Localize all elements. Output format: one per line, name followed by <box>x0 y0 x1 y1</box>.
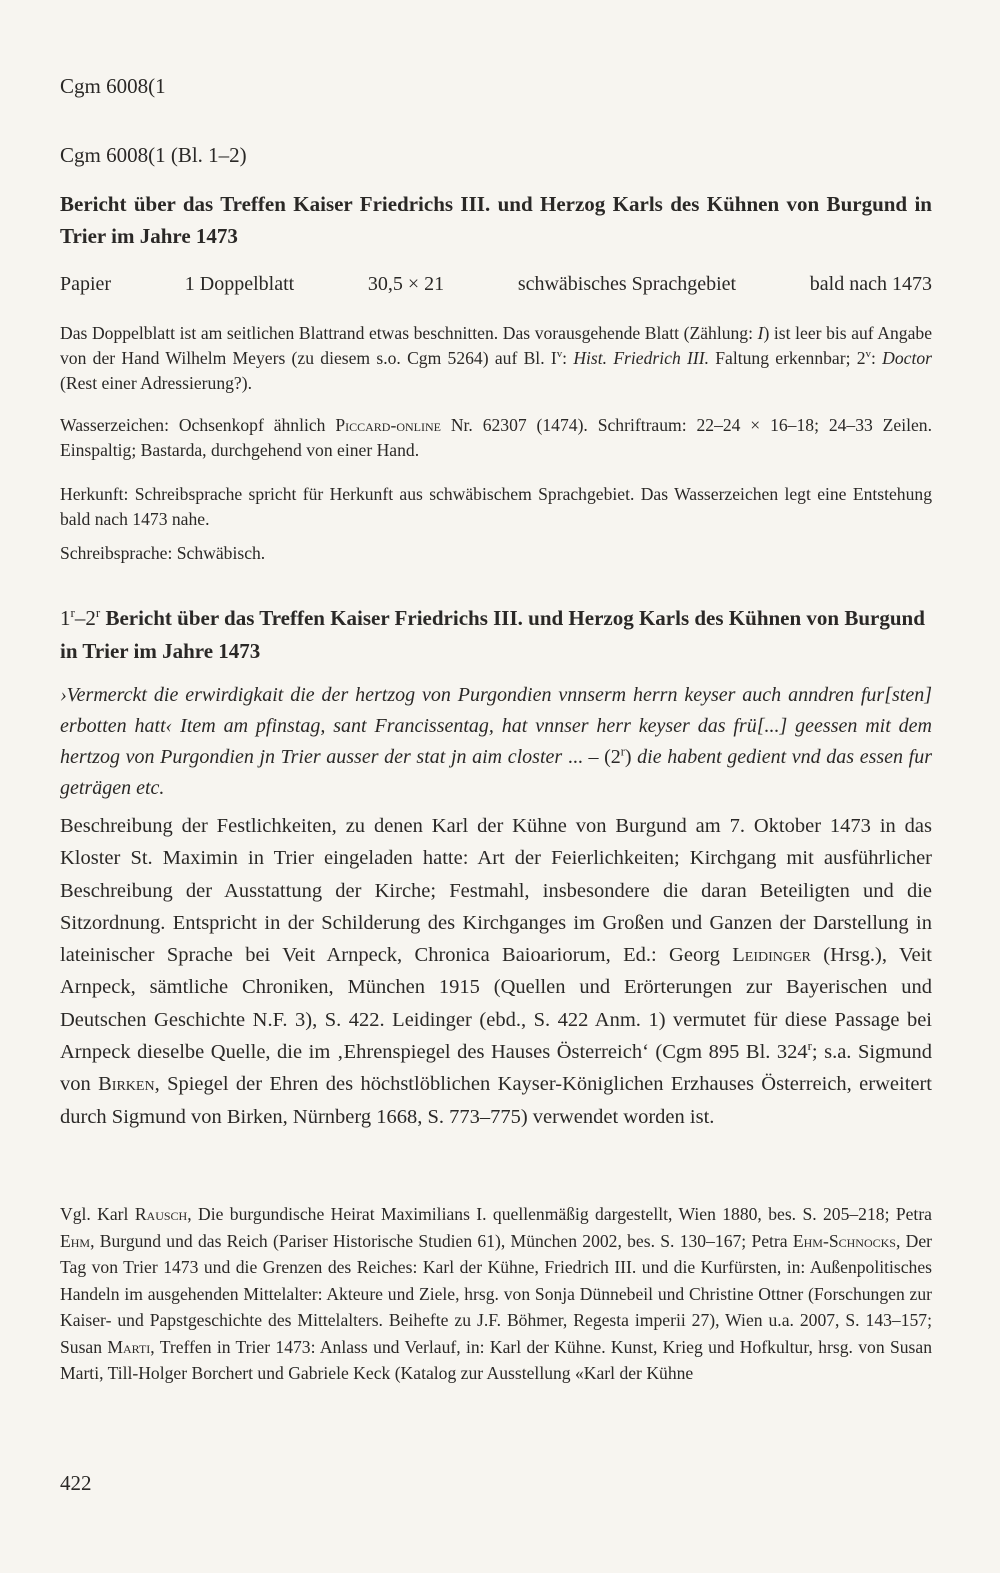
meta-date: bald nach 1473 <box>809 273 932 295</box>
entry-locus: 1$^r$–2$^r$ <box>60 605 101 630</box>
manuscript-signature: Cgm 6008(1 (Bl. 1–2) <box>60 143 247 167</box>
manuscript-meta <box>60 273 932 296</box>
manuscript-title: Bericht über das Treffen Kaiser Friedrichs III. und Herzog Karls des Kühnen von Burgund in Trier im Jahre 1473 <box>60 192 932 248</box>
watermark-paragraph: Wasserzeichen: Ochsenkopf ähnlich Piccard-online Nr. 62307 (1474). Schriftraum: 22–24 × 16–18; 24–33 Zeilen. Einspaltig; Bastarda, durchgehend von einer Hand. <box>60 415 932 460</box>
meta-region: schwäbisches Sprachgebiet <box>517 273 737 295</box>
codicology-paragraph: Das Doppelblatt ist am seitlichen Blattrand etwas beschnitten. Das vorausgehende Blatt (Zählung: I) ist leer bis auf Angabe von der Hand Wilhelm Meyers (zu diesem s.o. Cgm 5264) auf Bl. $I^v$: Hist. Friedrich III. Faltung erkennbar; 2$^v$: Doctor (Rest einer Adressierung?). <box>60 323 932 393</box>
running-head: Cgm 6008(1 <box>60 74 166 98</box>
meta-extent: 1 Doppelblatt <box>184 273 295 295</box>
entry-title: 1$^r$–2$^r$ Bericht über das Treffen Kaiser Friedrichs III. und Herzog Karls des Kühnen von Burgund in Trier im Jahre 1473 <box>60 605 925 663</box>
language-paragraph: Schreibsprache: Schwäbisch. <box>60 543 266 563</box>
entry-description: Beschreibung der Festlichkeiten, zu denen Karl der Kühne von Burgund am 7. Oktober 1473 in das Kloster St. Maximin in Trier eingeladen hatte: Art der Feierlichkeiten; Kirchgang mit ausführlicher Beschreibung der Ausstattung der Kirche; Festmahl, insbesondere die daran Beteiligten und die Sitzordnung. Entspricht in der Schilderung des Kirchganges im Großen und Ganzen der Darstellung in lateinischer Sprache bei Veit Arnpeck, Chronica Baioariorum, Ed.: Georg Leidinger (Hrsg.), Veit Arnpeck, sämtliche Chroniken, München 1915 (Quellen und Erörterungen zur Bayerischen und Deutschen Geschichte N.F. 3), S. 422. Leidinger (ebd., S. 422 Anm. 1) vermutet für diese Passage bei Arnpeck dieselbe Quelle, die im ‚Ehrenspiegel des Hauses Österreich‘ (Cgm 895 Bl. 324$^r$; s.a. Sigmund von Birken, Spiegel der Ehren des höchstlöblichen Kayser-Königlichen Erzhauses Österreich, erweitert durch Sigmund von Birken, Nürnberg 1668, S. 773–775) verwendet worden ist. <box>60 815 933 1128</box>
page-number: 422 <box>60 1471 92 1495</box>
literature-paragraph: Vgl. Karl Rausch, Die burgundische Heirat Maximilians I. quellenmäßig dargestellt, Wien 1880, bes. S. 205–218; Petra Ehm, Burgund und das Reich (Pariser Historische Studien 61), München 2002, bes. S. 130–167; Petra Ehm-Schnocks, Der Tag von Trier 1473 und die Grenzen des Reiches: Karl der Kühne, Friedrich III. und die Kurfürsten, in: Außenpolitisches Handeln im ausgehenden Mittelalter: Akteure und Ziele, hrsg. von Sonja Dünnebeil und Christine Ottner (Forschungen zur Kaiser- und Papstgeschichte des Mittelalters. Beihefte zu J.F. Böhmer, Regesta imperii 27), Wien u.a. 2007, S. 143–157; Susan Marti, Treffen in Trier 1473: Anlass und Verlauf, in: Karl der Kühne. Kunst, Krieg und Hofkultur, hrsg. von Susan Marti, Till-Holger Borchert und Gabriele Keck (Katalog zur Ausstellung «Karl der Kühne <box>60 1204 932 1383</box>
entry-incipit: ›Vermerckt die erwirdigkait die der hertzog von Purgondien vnnserm herrn keyser auch anndren fur[sten] erbotten hatt‹ Item am pfinstag, sant Francissentag, hat vnnser herr keyser das frü[...] geessen mit dem hertzog von Purgondien jn Trier ausser der stat jn aim closter ... – (2$^r$) die habent gedient vnd das essen fur geträgen etc. <box>60 684 932 799</box>
provenance-paragraph: Herkunft: Schreibsprache spricht für Herkunft aus schwäbischem Sprachgebiet. Das Wasserzeichen legt eine Entstehung bald nach 1473 nahe. <box>60 484 932 529</box>
meta-format: 30,5 × 21 <box>367 273 445 295</box>
meta-material: Papier <box>60 273 112 295</box>
